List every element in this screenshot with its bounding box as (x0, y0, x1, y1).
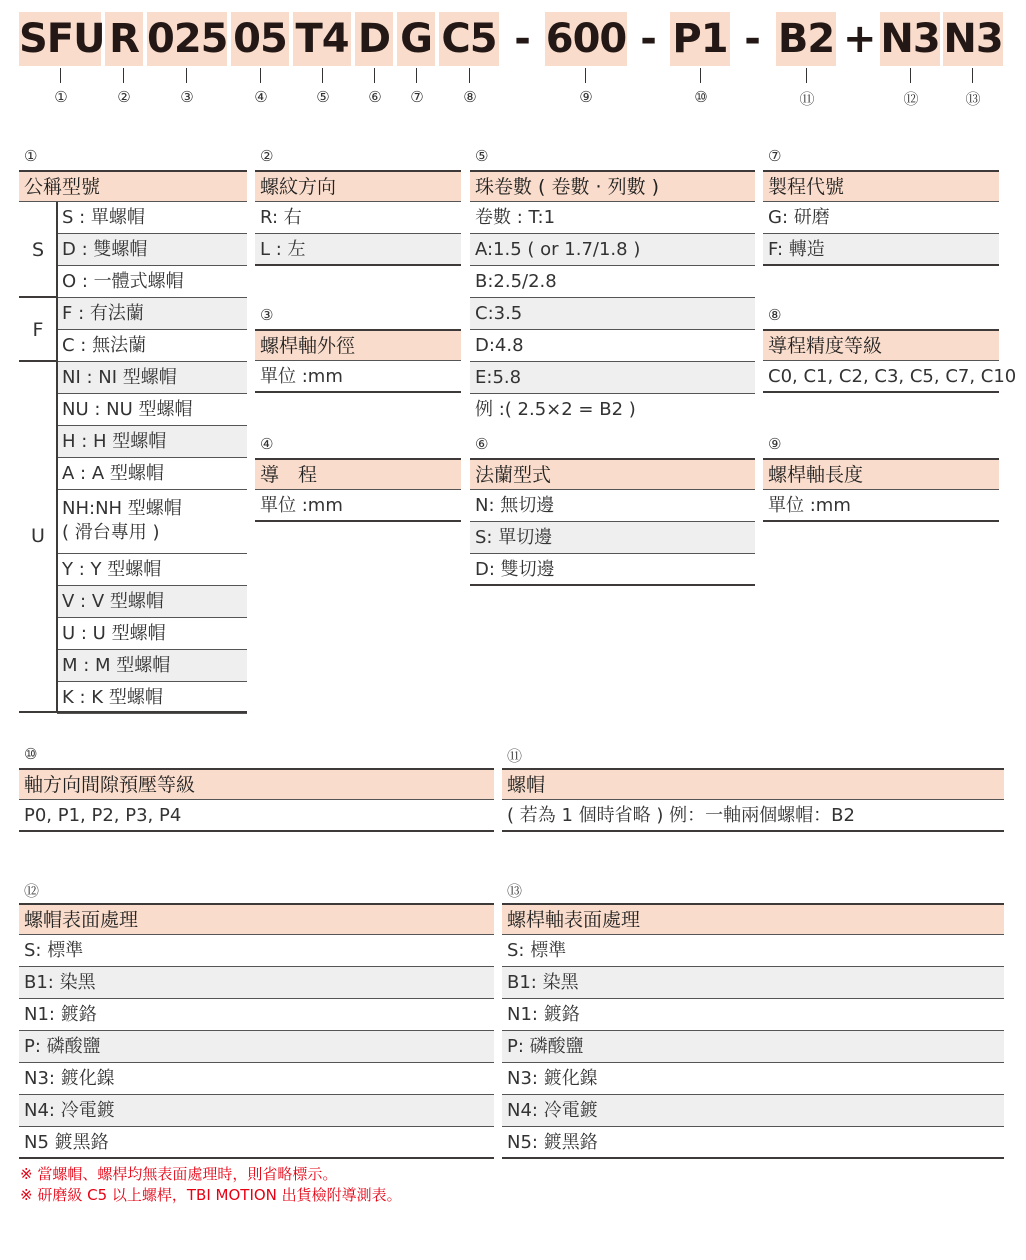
code-plus: + (843, 16, 876, 62)
table-row: N1: 鍍鉻 (502, 999, 1004, 1031)
table-row: U : U 型螺帽 (57, 618, 247, 650)
group-label: U (31, 525, 45, 547)
table-row: B1: 染黑 (502, 967, 1004, 999)
table-row: N: 無切邊 (470, 490, 755, 522)
code-part-thread: R (105, 12, 143, 66)
code-part-lead: 05 (231, 12, 289, 66)
table-row: P: 磷酸鹽 (502, 1031, 1004, 1063)
code-part-flange: D (355, 12, 393, 66)
code-tick (972, 68, 973, 83)
group-vertical-rule (56, 202, 58, 713)
table-row: N5 鍍黑鉻 (19, 1127, 494, 1159)
table-title: 製程代號 (763, 170, 999, 202)
row-line: NH:NH 型螺帽 (62, 498, 182, 519)
table-row: Y : Y 型螺帽 (57, 554, 247, 586)
table-title: 珠卷數 ( 卷數 ‧ 列數 ) (470, 170, 755, 202)
table-row: ( 若為 1 個時省略 ) 例：一軸兩個螺帽：B2 (502, 800, 1004, 832)
table-number: ③ (260, 306, 274, 324)
table-row: N1: 鍍鉻 (19, 999, 494, 1031)
table-title: 螺帽表面處理 (19, 903, 494, 935)
code-tick (585, 68, 586, 83)
table-row: N4: 冷電鍍 (19, 1095, 494, 1127)
table-number: ⑨ (768, 435, 782, 453)
table-number: ⑧ (768, 306, 782, 324)
group-divider (19, 360, 57, 362)
table-row: E:5.8 (470, 362, 755, 394)
table-row: S : 單螺帽 (57, 202, 247, 234)
table-title: 軸方向間隙預壓等級 (19, 768, 494, 800)
code-tick (260, 68, 261, 83)
table-title: 導程精度等級 (763, 329, 999, 361)
table-number: ⑬ (507, 882, 523, 900)
table-title: 導 程 (255, 458, 461, 490)
code-dash: - (640, 16, 656, 62)
table-row: N3: 鍍化鎳 (502, 1063, 1004, 1095)
table-row: C : 無法蘭 (57, 330, 247, 362)
table-number: ④ (260, 435, 274, 453)
table-number: ⑤ (475, 147, 489, 165)
code-tick (60, 68, 61, 83)
code-marker: ⑩ (694, 88, 708, 106)
table-row: F: 轉造 (763, 234, 999, 266)
table-title: 螺帽 (502, 768, 1004, 800)
table-row: A:1.5 ( or 1.7/1.8 ) (470, 234, 755, 266)
table-row: NI : NI 型螺帽 (57, 362, 247, 394)
code-part-diameter: 025 (147, 12, 227, 66)
table-row: D:4.8 (470, 330, 755, 362)
table-row: N5: 鍍黑鉻 (502, 1127, 1004, 1159)
table-row: O : 一體式螺帽 (57, 266, 247, 298)
row-line: ( 滑台專用 ) (62, 522, 160, 543)
code-part-nut-surface: N3 (880, 12, 940, 66)
code-marker: ⑥ (368, 88, 382, 106)
table-title: 螺桿軸外徑 (255, 329, 461, 361)
code-marker: ⑧ (463, 88, 477, 106)
code-tick (186, 68, 187, 83)
table-row: D: 雙切邊 (470, 554, 755, 586)
table-title: 螺桿軸長度 (763, 458, 999, 490)
code-part-process: G (397, 12, 435, 66)
table-row: K : K 型螺帽 (57, 682, 247, 714)
table-row: 單位 :mm (255, 490, 461, 522)
code-marker: ⑫ (903, 90, 919, 108)
code-marker: ⑨ (579, 88, 593, 106)
table-row: 單位 :mm (255, 361, 461, 393)
table-row: F : 有法蘭 (57, 298, 247, 330)
table-row: C:3.5 (470, 298, 755, 330)
table-title: 公稱型號 (19, 170, 247, 202)
code-tick (469, 68, 470, 83)
table-number: ⑥ (475, 435, 489, 453)
table-number: ① (24, 147, 38, 165)
code-tick (416, 68, 417, 83)
code-tick (322, 68, 323, 83)
table-row: P: 磷酸鹽 (19, 1031, 494, 1063)
code-part-preload: P1 (670, 12, 730, 66)
code-part-turns: T4 (293, 12, 351, 66)
code-part-shaft-surface: N3 (943, 12, 1003, 66)
table-number: ⑩ (24, 745, 38, 763)
table-row: R: 右 (255, 202, 461, 234)
code-tick (700, 68, 701, 83)
table-row: H : H 型螺帽 (57, 426, 247, 458)
footnote: ※ 研磨級 C5 以上螺桿，TBI MOTION 出貨檢附導測表。 (20, 1186, 402, 1204)
table-number: ② (260, 147, 274, 165)
table-row (57, 490, 247, 554)
table-row: 單位 :mm (763, 490, 999, 522)
code-marker: ⑪ (799, 90, 815, 108)
table-row: S: 單切邊 (470, 522, 755, 554)
code-tick (910, 68, 911, 83)
code-dash: - (514, 16, 530, 62)
code-part-length: 600 (545, 12, 627, 66)
table-row: V : V 型螺帽 (57, 586, 247, 618)
table-title: 螺紋方向 (255, 170, 461, 202)
table-row: 例 :( 2.5×2 = B2 ) (475, 399, 636, 420)
table-number: ⑫ (24, 882, 40, 900)
code-marker: ⑤ (316, 88, 330, 106)
table-number: ⑦ (768, 147, 782, 165)
table-row: M : M 型螺帽 (57, 650, 247, 682)
group-divider (19, 296, 57, 298)
table-row: S: 標準 (19, 935, 494, 967)
table-row: NU : NU 型螺帽 (57, 394, 247, 426)
table-row: P0, P1, P2, P3, P4 (19, 800, 494, 832)
footnote: ※ 當螺帽、螺桿均無表面處理時，則省略標示。 (20, 1165, 338, 1183)
group-label: S (31, 239, 45, 261)
table-title: 螺桿軸表面處理 (502, 903, 1004, 935)
code-marker: ⑦ (410, 88, 424, 106)
code-marker: ② (117, 88, 131, 106)
code-part-series: SFU (19, 12, 101, 66)
code-tick (806, 68, 807, 83)
code-part-accuracy: C5 (439, 12, 499, 66)
code-part-nuts: B2 (776, 12, 836, 66)
table-row: S: 標準 (502, 935, 1004, 967)
table-row: C0, C1, C2, C3, C5, C7, C10 (763, 361, 999, 393)
table-row: B1: 染黑 (19, 967, 494, 999)
table-row: L : 左 (255, 234, 461, 266)
code-tick (123, 68, 124, 83)
table-title: 法蘭型式 (470, 458, 755, 490)
code-tick (374, 68, 375, 83)
code-marker: ③ (180, 88, 194, 106)
code-marker: ⑬ (965, 90, 981, 108)
table-row: N4: 冷電鍍 (502, 1095, 1004, 1127)
table-bottom-rule (19, 711, 247, 713)
table-row: G: 研磨 (763, 202, 999, 234)
table-number: ⑪ (507, 747, 523, 765)
code-marker: ④ (254, 88, 268, 106)
table-row: A : A 型螺帽 (57, 458, 247, 490)
table-row: N3: 鍍化鎳 (19, 1063, 494, 1095)
table-row: 卷數 : T:1 (470, 202, 755, 234)
code-marker: ① (54, 88, 68, 106)
table-row: B:2.5/2.8 (470, 266, 755, 298)
group-label: F (32, 319, 44, 341)
table-row: D : 雙螺帽 (57, 234, 247, 266)
code-dash: - (744, 16, 760, 62)
